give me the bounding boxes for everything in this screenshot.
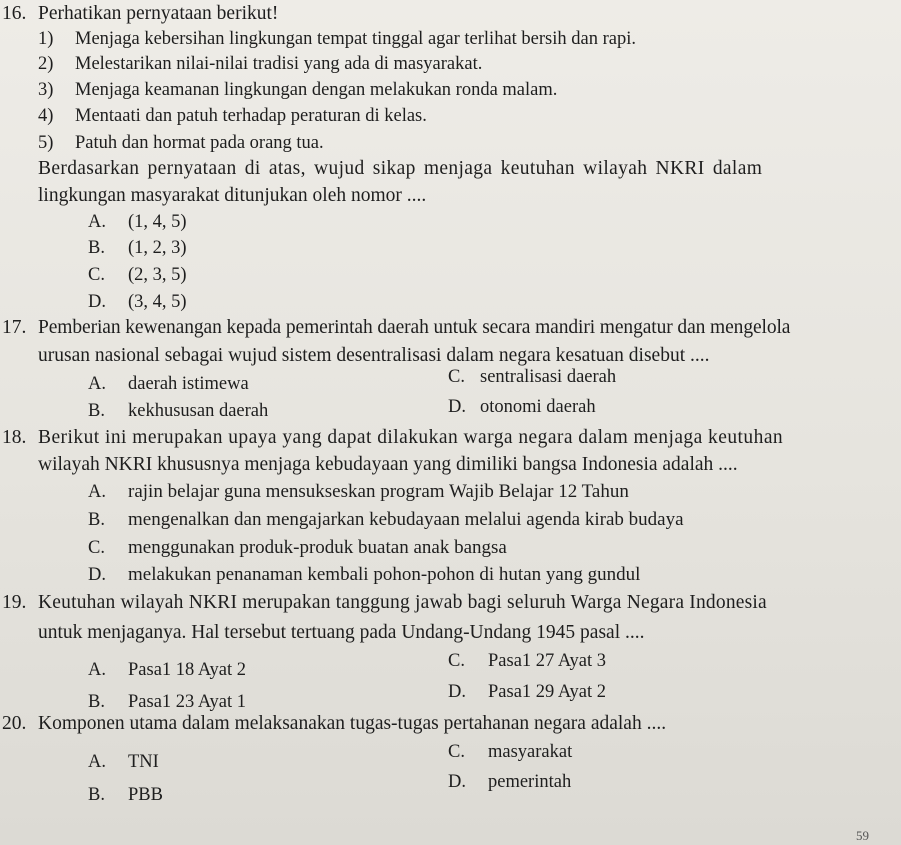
option-letter: C.	[88, 265, 105, 285]
question-number: 19.	[2, 592, 27, 613]
option-letter: C.	[448, 367, 465, 387]
option-text: (1, 4, 5)	[128, 212, 187, 232]
question-stem: Perhatikan pernyataan berikut!	[38, 3, 279, 24]
question-text-line: lingkungan masyarakat ditunjukan oleh nomor ....	[38, 185, 427, 206]
option-letter: D.	[88, 292, 106, 312]
option-text: Pasa1 23 Ayat 1	[128, 692, 247, 712]
statement-number: 5)	[38, 133, 54, 153]
option-letter: C.	[448, 651, 465, 671]
option-text: mengenalkan dan mengajarkan kebudayaan melalui agenda kirab budaya	[128, 509, 684, 530]
statement-text: Patuh dan hormat pada orang tua.	[75, 133, 324, 153]
option-text: melakukan penanaman kembali pohon-pohon di hutan yang gundul	[128, 564, 641, 585]
option-letter: D.	[448, 682, 466, 702]
option-text: PBB	[128, 785, 163, 805]
option-letter: B.	[88, 692, 105, 712]
page-number: 59	[856, 828, 869, 843]
statement-number: 1)	[38, 29, 54, 49]
question-text-line: Pemberian kewenangan kepada pemerintah daerah untuk secara mandiri mengatur dan mengelola	[38, 317, 791, 338]
option-letter: D.	[88, 565, 106, 585]
option-text: Pasa1 27 Ayat 3	[488, 651, 607, 671]
question-number: 16.	[2, 3, 27, 24]
option-text: TNI	[128, 752, 159, 772]
option-text: pemerintah	[488, 772, 572, 792]
option-letter: C.	[448, 742, 465, 762]
option-letter: A.	[88, 660, 106, 680]
question-text-line: Komponen utama dalam melaksanakan tugas-tugas pertahanan negara adalah ....	[38, 713, 667, 734]
option-letter: A.	[88, 482, 106, 502]
option-letter: D.	[448, 772, 466, 792]
option-text: menggunakan produk-produk buatan anak bangsa	[128, 537, 507, 558]
option-text: kekhususan daerah	[128, 401, 269, 421]
option-text: sentralisasi daerah	[480, 367, 617, 387]
statement-number: 3)	[38, 80, 54, 100]
question-text-line: Berikut ini merupakan upaya yang dapat dilakukan warga negara dalam menjaga keutuhan	[38, 427, 784, 448]
question-text-line: urusan nasional sebagai wujud sistem desentralisasi dalam negara kesatuan disebut ....	[38, 345, 710, 366]
question-number: 17.	[2, 317, 27, 338]
question-text-line: Keutuhan wilayah NKRI merupakan tanggung jawab bagi seluruh Warga Negara Indonesia	[38, 592, 767, 613]
option-text: (1, 2, 3)	[128, 238, 187, 258]
option-letter: B.	[88, 510, 105, 530]
option-letter: B.	[88, 785, 105, 805]
option-letter: A.	[88, 752, 106, 772]
option-letter: D.	[448, 397, 466, 417]
option-letter: A.	[88, 374, 106, 394]
question-text-line: wilayah NKRI khususnya menjaga kebudayaan yang dimiliki bangsa Indonesia adalah ....	[38, 454, 738, 475]
statement-text: Melestarikan nilai-nilai tradisi yang ada di masyarakat.	[75, 54, 483, 74]
option-text: otonomi daerah	[480, 397, 596, 417]
option-letter: C.	[88, 538, 105, 558]
question-text-line: untuk menjaganya. Hal tersebut tertuang pada Undang-Undang 1945 pasal ....	[38, 622, 645, 643]
option-text: (3, 4, 5)	[128, 292, 187, 312]
statement-text: Mentaati dan patuh terhadap peraturan di kelas.	[75, 106, 427, 126]
option-text: daerah istimewa	[128, 374, 249, 394]
statement-text: Menjaga kebersihan lingkungan tempat tinggal agar terlihat bersih dan rapi.	[75, 29, 636, 49]
question-text-line: Berdasarkan pernyataan di atas, wujud sikap menjaga keutuhan wilayah NKRI dalam	[38, 158, 763, 179]
statement-number: 2)	[38, 54, 54, 74]
option-text: (2, 3, 5)	[128, 265, 187, 285]
option-letter: A.	[88, 212, 106, 232]
option-text: rajin belajar guna mensukseskan program Wajib Belajar 12 Tahun	[128, 481, 629, 502]
statement-number: 4)	[38, 106, 54, 126]
question-number: 18.	[2, 427, 27, 448]
statement-text: Menjaga keamanan lingkungan dengan melakukan ronda malam.	[75, 80, 558, 100]
option-letter: B.	[88, 238, 105, 258]
question-number: 20.	[2, 713, 27, 734]
option-text: Pasa1 18 Ayat 2	[128, 660, 247, 680]
option-text: Pasa1 29 Ayat 2	[488, 682, 607, 702]
option-letter: B.	[88, 401, 105, 421]
option-text: masyarakat	[488, 742, 573, 762]
